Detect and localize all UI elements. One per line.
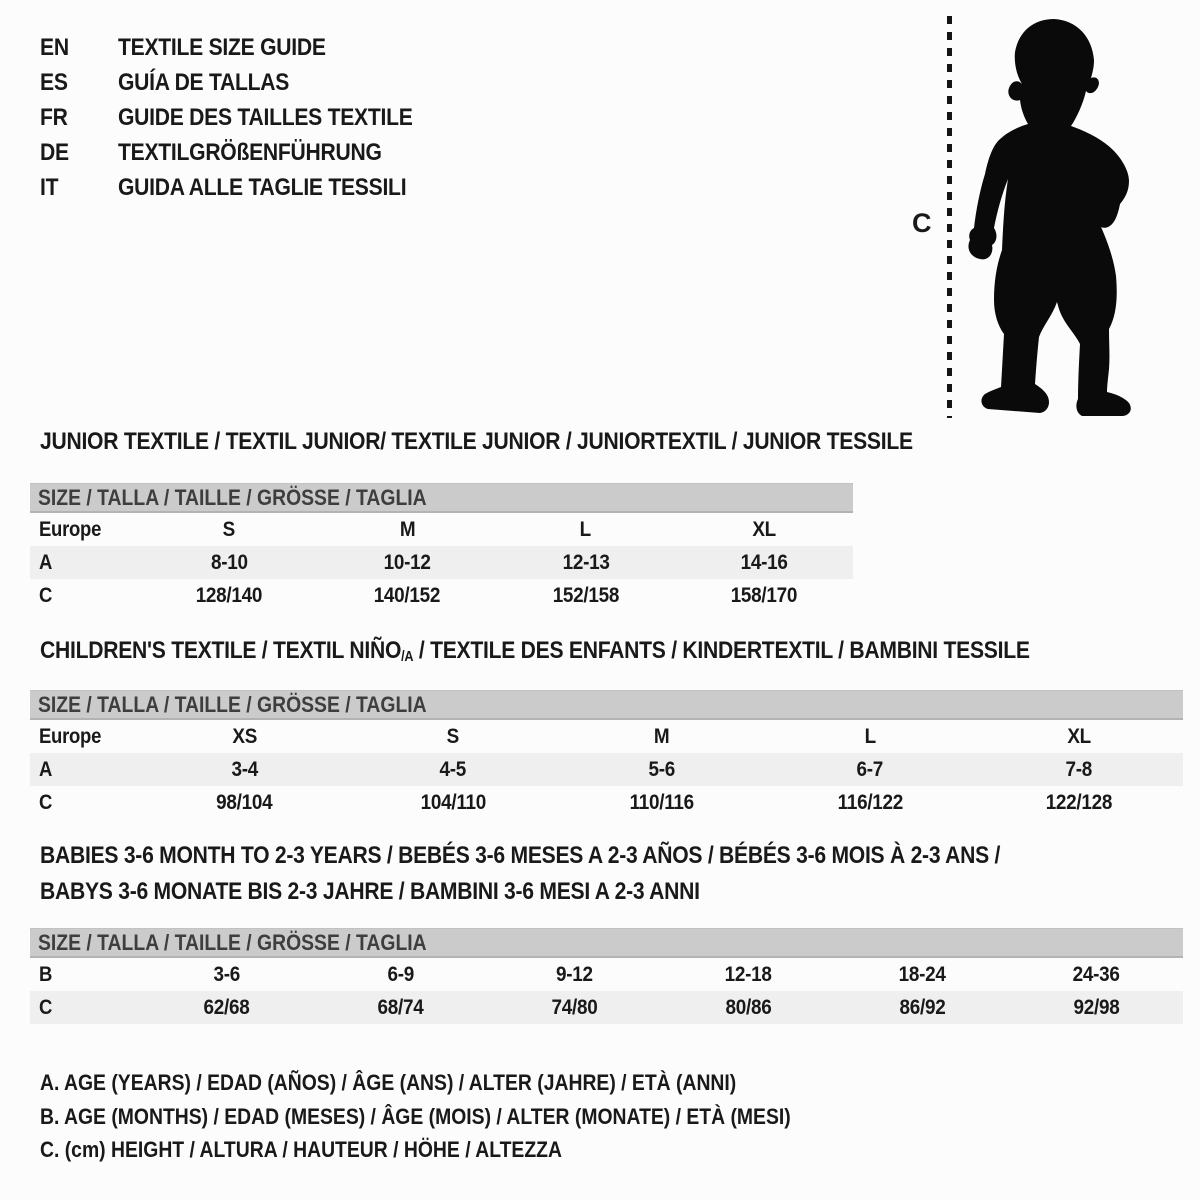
children-section-title: CHILDREN'S TEXTILE / TEXTIL NIÑO/A / TEXTILE DES ENFANTS / KINDERTEXTIL / BAMBINI TESSILE: [40, 637, 1030, 666]
size-value: M: [399, 517, 416, 541]
row-label: A: [39, 757, 53, 781]
lang-row-de: [40, 135, 453, 170]
lang-title-de: TEXTILGRÖßENFÜHRUNG: [118, 138, 382, 166]
row-label: C: [39, 583, 53, 607]
junior-row-europe: [30, 513, 853, 546]
height-dashed-line: [947, 16, 952, 418]
babies-table-header: SIZE / TALLA / TAILLE / GRÖSSE / TAGLIA: [30, 928, 1183, 958]
age-months-value: 9-12: [556, 962, 593, 986]
lang-title-fr: GUIDE DES TAILLES TEXTILE: [118, 103, 413, 131]
children-row-age: [30, 753, 1183, 786]
age-value: 4-5: [439, 757, 467, 781]
size-value: XL: [752, 517, 776, 541]
babies-size-table: [30, 928, 1183, 1024]
size-value: XS: [231, 724, 257, 748]
lang-row-es: [40, 65, 453, 100]
age-months-value: 12-18: [724, 962, 772, 986]
legend-height-cm: C. (cm) HEIGHT / ALTURA / HAUTEUR / HÖHE / ALTEZZA: [40, 1137, 562, 1162]
children-size-table: [30, 690, 1183, 819]
age-value: 8-10: [210, 550, 248, 574]
size-value: M: [653, 724, 670, 748]
lang-title-en: TEXTILE SIZE GUIDE: [118, 33, 326, 61]
lang-code-fr: FR: [40, 103, 68, 131]
row-label: A: [39, 550, 53, 574]
babies-title-line2: BABYS 3-6 MONATE BIS 2-3 JAHRE / BAMBINI 3-6 MESI A 2-3 ANNI: [40, 878, 700, 905]
age-value: 5-6: [648, 757, 675, 781]
lang-row-it: [40, 170, 453, 205]
toddler-silhouette-icon: [958, 14, 1148, 424]
height-value: 62/68: [203, 995, 250, 1019]
age-months-value: 24-36: [1072, 962, 1120, 986]
age-value: 12-13: [562, 550, 610, 574]
age-value: 10-12: [383, 550, 431, 574]
legend-age-years: A. AGE (YEARS) / EDAD (AÑOS) / ÂGE (ANS) / ALTER (JAHRE) / ETÀ (ANNI): [40, 1070, 737, 1095]
height-value: 116/122: [837, 790, 903, 814]
size-value: S: [222, 517, 236, 541]
height-value: 128/140: [195, 583, 263, 607]
children-table-header: SIZE / TALLA / TAILLE / GRÖSSE / TAGLIA: [30, 690, 1183, 720]
size-value: XL: [1066, 724, 1091, 748]
nino-a-subscript: /A: [401, 649, 414, 666]
row-label: B: [39, 962, 53, 986]
language-title-block: [40, 30, 453, 205]
babies-row-months: [30, 958, 1183, 991]
legend-age-months: B. AGE (MONTHS) / EDAD (MESES) / ÂGE (MOIS) / ALTER (MONATE) / ETÀ (MESI): [40, 1103, 791, 1129]
age-value: 6-7: [856, 757, 884, 781]
lang-code-en: EN: [40, 33, 69, 61]
size-value: S: [446, 724, 460, 748]
height-value: 92/98: [1073, 995, 1120, 1019]
height-value: 80/86: [725, 995, 772, 1019]
age-value: 7-8: [1065, 757, 1092, 781]
height-value: 122/128: [1045, 790, 1112, 814]
lang-code-de: DE: [40, 138, 69, 166]
children-row-height: [30, 786, 1183, 819]
lang-row-en: [40, 30, 453, 65]
row-label: C: [39, 790, 53, 814]
junior-table-header: SIZE / TALLA / TAILLE / GRÖSSE / TAGLIA: [30, 483, 853, 513]
size-value: L: [864, 724, 876, 748]
age-value: 14-16: [740, 550, 788, 574]
row-label: Europe: [39, 517, 102, 541]
children-row-europe: [30, 720, 1183, 753]
row-label: C: [39, 995, 53, 1019]
junior-size-table: [30, 483, 853, 612]
height-value: 86/92: [899, 995, 946, 1019]
junior-row-age: [30, 546, 853, 579]
babies-row-height: [30, 991, 1183, 1024]
junior-row-height: [30, 579, 853, 612]
height-value: 152/158: [552, 583, 619, 607]
babies-title-line1: BABIES 3-6 MONTH TO 2-3 YEARS / BEBÉS 3-6 MESES A 2-3 AÑOS / BÉBÉS 3-6 MOIS À 2-3 ANS /: [40, 842, 1001, 869]
age-months-value: 3-6: [213, 962, 241, 986]
height-value: 140/152: [374, 583, 441, 607]
lang-code-it: IT: [40, 173, 59, 201]
measurement-legend: [40, 1066, 893, 1167]
height-value: 98/104: [216, 790, 273, 814]
height-value: 110/116: [629, 790, 694, 814]
age-value: 3-4: [231, 757, 258, 781]
size-value: L: [579, 517, 592, 541]
lang-code-es: ES: [40, 68, 68, 96]
height-value: 68/74: [377, 995, 424, 1019]
age-months-value: 6-9: [387, 962, 414, 986]
babies-section-title: [40, 838, 1131, 910]
lang-row-fr: [40, 100, 453, 135]
junior-section-title: JUNIOR TEXTILE / TEXTIL JUNIOR/ TEXTILE JUNIOR / JUNIORTEXTIL / JUNIOR TESSILE: [40, 428, 913, 455]
height-value: 74/80: [551, 995, 598, 1019]
age-months-value: 18-24: [898, 962, 946, 986]
lang-title-it: GUIDA ALLE TAGLIE TESSILI: [118, 173, 407, 201]
lang-title-es: GUÍA DE TALLAS: [118, 68, 290, 96]
row-label: Europe: [39, 724, 102, 748]
height-measure-label: C: [912, 208, 932, 238]
height-value: 158/170: [730, 583, 798, 607]
height-value: 104/110: [420, 790, 486, 814]
